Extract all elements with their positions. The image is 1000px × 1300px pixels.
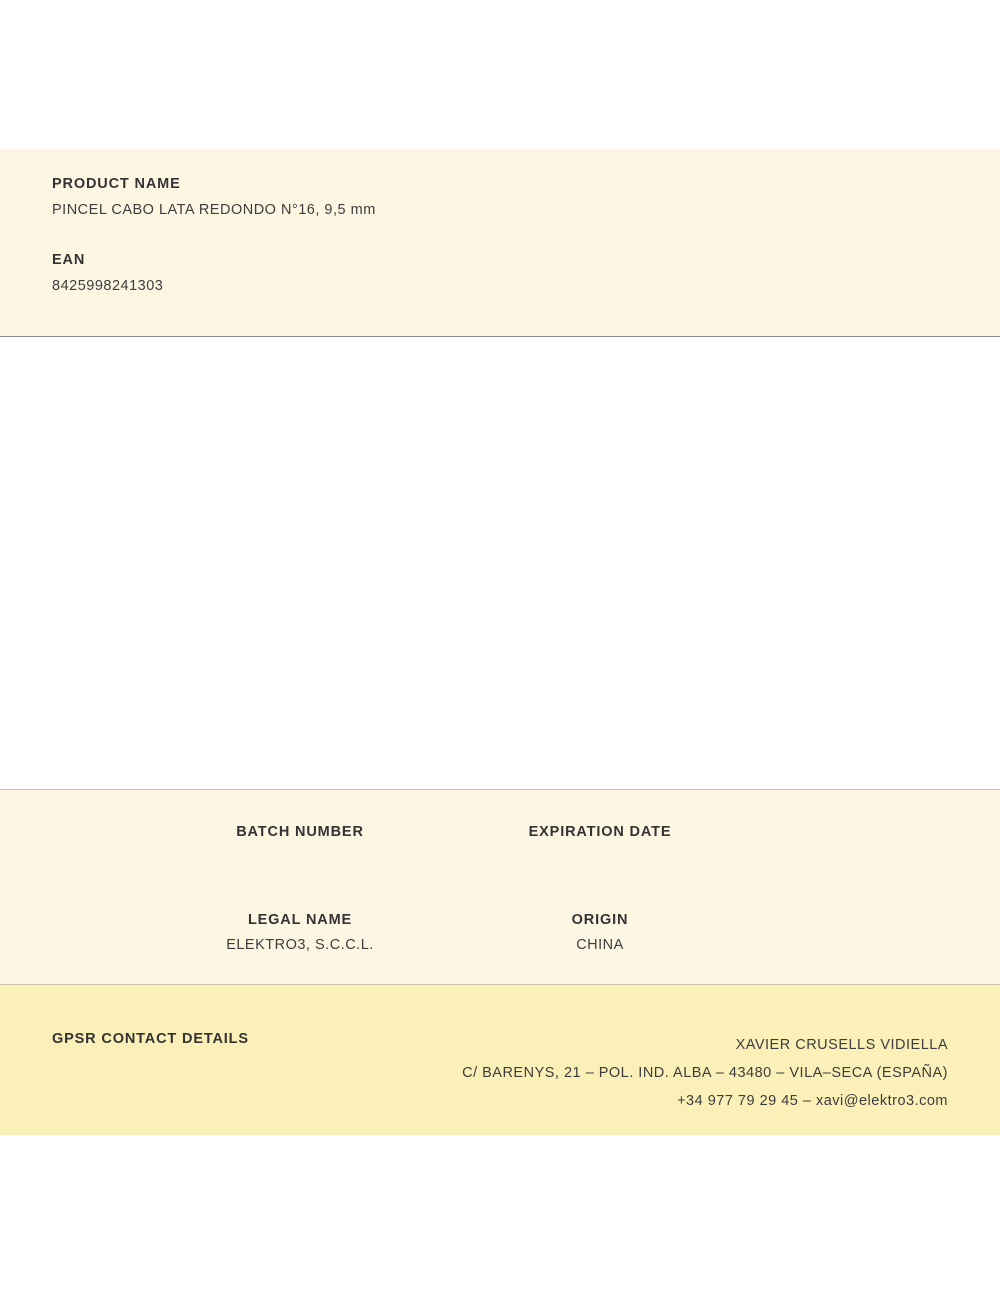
row-right-spacer <box>750 824 1000 866</box>
ean-group <box>52 252 948 294</box>
gpsr-contact-details <box>462 1031 948 1115</box>
row2-left-spacer <box>0 912 150 954</box>
product-info-inner <box>0 150 1000 294</box>
gpsr-contact-phone-email: +34 977 79 29 45 – xavi@elektro3.com <box>677 1093 948 1109</box>
origin-value: CHINA <box>576 937 624 953</box>
legal-name-group <box>150 912 450 954</box>
product-name-value: PINCEL CABO LATA REDONDO N°16, 9,5 mm <box>52 202 376 218</box>
legal-name-value: ELEKTRO3, S.C.C.L. <box>226 937 374 953</box>
row-left-spacer <box>0 824 150 866</box>
origin-group <box>450 912 750 954</box>
product-name-label: PRODUCT NAME <box>52 176 181 192</box>
legal-name-label: LEGAL NAME <box>247 912 353 928</box>
expiration-date-group <box>450 824 750 866</box>
expiration-date-value <box>450 849 750 866</box>
product-name-group <box>52 176 948 218</box>
expiration-date-label: EXPIRATION DATE <box>528 824 672 840</box>
batch-number-group <box>150 824 450 866</box>
ean-value: 8425998241303 <box>52 278 164 294</box>
batch-legal-block <box>0 789 1000 985</box>
batch-expiration-row <box>0 790 1000 866</box>
row2-right-spacer <box>750 912 1000 954</box>
batch-number-value <box>150 849 450 866</box>
legal-origin-row <box>0 866 1000 954</box>
blank-content-area <box>0 337 1000 789</box>
product-info-block <box>0 149 1000 337</box>
gpsr-contact-title: GPSR CONTACT DETAILS <box>52 1031 249 1047</box>
gpsr-contact-address: C/ BARENYS, 21 – POL. IND. ALBA – 43480 – VILA–SECA (ESPAÑA) <box>462 1065 948 1081</box>
gpsr-contact-block <box>0 985 1000 1135</box>
ean-label: EAN <box>52 252 86 268</box>
gpsr-contact-person: XAVIER CRUSELLS VIDIELLA <box>735 1037 948 1053</box>
batch-number-label: BATCH NUMBER <box>236 824 364 840</box>
origin-label: ORIGIN <box>571 912 629 928</box>
